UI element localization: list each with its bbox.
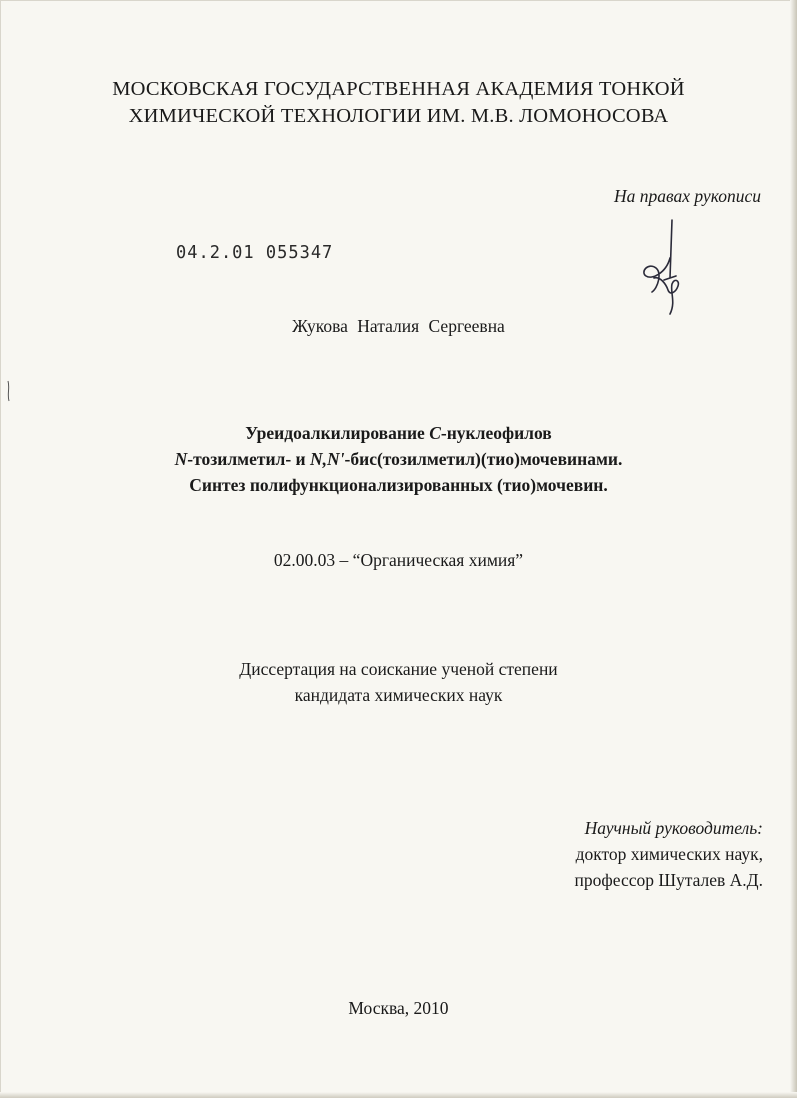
title-line-1-italic: C xyxy=(429,423,441,443)
registration-stamp: 04.2.01 055347 xyxy=(176,242,334,264)
title-line-2 xyxy=(0,446,797,472)
title-line-2-italic-b: N,N' xyxy=(310,449,345,469)
title-line-1-suffix: -нуклеофилов xyxy=(440,423,552,443)
supervisor-name: профессор Шуталев А.Д. xyxy=(574,870,763,890)
title-line-2-italic-a: N xyxy=(174,449,188,469)
rights-note: На правах рукописи xyxy=(614,186,761,206)
page-edge-right xyxy=(790,0,797,1098)
page-edge-bottom xyxy=(0,1092,797,1098)
title-line-1 xyxy=(0,420,797,446)
title-line-1-text: Уреидоалкилирование xyxy=(245,423,430,443)
supervisor-role: Научный руководитель: xyxy=(584,818,763,838)
organization-header xyxy=(0,76,797,130)
scan-mark xyxy=(6,380,12,402)
author-name: Жукова Наталия Сергеевна xyxy=(292,316,505,336)
handwritten-signature xyxy=(636,218,696,328)
specialty-code: 02.00.03 – “Органическая химия” xyxy=(273,550,524,570)
title-line-2-mid: -тозилметил- и xyxy=(187,449,311,469)
supervisor-block xyxy=(575,815,763,893)
degree-statement xyxy=(0,656,797,708)
degree-line-2: кандидата химических наук xyxy=(294,685,503,705)
title-line-3: Синтез полифункционализированных (тио)мочевин. xyxy=(189,475,608,495)
degree-line-1: Диссертация на соискание ученой степени xyxy=(239,659,558,679)
dissertation-title xyxy=(0,420,797,498)
organization-line-1: МОСКОВСКАЯ ГОСУДАРСТВЕННАЯ АКАДЕМИЯ ТОНКОЙ xyxy=(112,78,685,100)
supervisor-degree: доктор химических наук, xyxy=(575,844,763,864)
organization-line-2: ХИМИЧЕСКОЙ ТЕХНОЛОГИИ ИМ. М.В. ЛОМОНОСОВА xyxy=(128,105,669,127)
title-line-2-suffix: -бис(тозилметил)(тио)мочевинами. xyxy=(344,449,623,469)
place-year: Москва, 2010 xyxy=(348,998,449,1018)
